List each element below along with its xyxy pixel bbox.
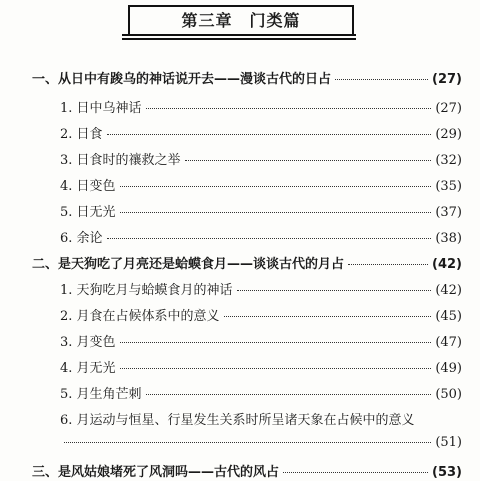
toc-section-2[interactable]	[32, 253, 462, 273]
toc-item-label: 3. 月变色	[60, 335, 116, 350]
toc-item-label: 2. 日食	[60, 127, 103, 142]
toc-section-1[interactable]	[32, 68, 462, 88]
toc-item[interactable]	[60, 357, 462, 377]
dot-leader	[120, 186, 432, 187]
toc-item[interactable]	[60, 279, 462, 299]
toc-page-number: (38)	[435, 231, 462, 246]
toc-item[interactable]	[60, 201, 462, 221]
dot-leader	[120, 212, 432, 213]
toc-page-number: (53)	[432, 465, 462, 480]
toc-page-number: (49)	[435, 361, 462, 376]
toc-item[interactable]	[60, 331, 462, 351]
toc-page-number: (35)	[435, 179, 462, 194]
toc-section-3[interactable]	[32, 461, 462, 481]
toc-item-label: 3. 日食时的禳救之举	[60, 153, 181, 168]
dot-leader	[237, 290, 432, 291]
toc-item-label: 4. 日变色	[60, 179, 116, 194]
toc-page-number: (37)	[435, 205, 462, 220]
toc-page-number: (29)	[435, 127, 462, 142]
toc-item-label: 5. 日无光	[60, 205, 116, 220]
toc-item-label: 5. 月生角芒刺	[60, 387, 142, 402]
chapter-underline-thin	[122, 38, 356, 40]
chapter-underline	[122, 34, 356, 36]
toc-item-multiline[interactable]	[60, 409, 462, 429]
toc-page-number: (27)	[435, 101, 462, 116]
toc-item-label: 1. 天狗吃月与蛤蟆食月的神话	[60, 283, 233, 298]
chapter-header	[128, 5, 354, 35]
toc-page-number: (42)	[432, 257, 462, 272]
dot-leader	[120, 368, 432, 369]
dot-leader	[107, 134, 432, 135]
dot-leader	[64, 442, 431, 443]
toc-item[interactable]	[60, 305, 462, 325]
toc-item[interactable]	[60, 175, 462, 195]
chapter-title: 第三章 门类篇	[181, 11, 301, 30]
toc-page-number: (42)	[435, 283, 462, 298]
toc-item[interactable]	[60, 383, 462, 403]
toc-page-number: (45)	[435, 309, 462, 324]
toc-section-label: 三、是风姑娘堵死了风洞吗——古代的风占	[32, 465, 280, 480]
dot-leader	[146, 394, 432, 395]
toc-item[interactable]	[60, 227, 462, 247]
toc-page-number: (50)	[435, 387, 462, 402]
toc-page-number: (47)	[435, 335, 462, 350]
toc-page-number: (27)	[432, 72, 462, 87]
toc-item-label: 6. 余论	[60, 231, 103, 246]
dot-leader	[335, 79, 428, 80]
toc-item[interactable]	[60, 149, 462, 169]
toc-item-label: 2. 月食在占候体系中的意义	[60, 309, 220, 324]
toc-item-label: 1. 日中乌神话	[60, 101, 142, 116]
dot-leader	[224, 316, 432, 317]
dot-leader	[283, 472, 428, 473]
toc-item-label: 4. 月无光	[60, 361, 116, 376]
toc-section-label: 一、从日中有踆乌的神话说开去——漫谈古代的日占	[32, 72, 332, 87]
dot-leader	[146, 108, 432, 109]
toc-item[interactable]	[60, 123, 462, 143]
dot-leader	[348, 264, 428, 265]
toc-item-label: 6. 月运动与恒星、行星发生关系时所呈诸天象在占候中的意义	[60, 413, 415, 428]
toc-section-label: 二、是天狗吃了月亮还是蛤蟆食月——谈谈古代的月占	[32, 257, 345, 272]
toc-item[interactable]	[60, 97, 462, 117]
dot-leader	[185, 160, 432, 161]
toc-page-number: (32)	[435, 153, 462, 168]
toc-item-continuation	[60, 435, 462, 455]
dot-leader	[107, 238, 432, 239]
dot-leader	[120, 342, 432, 343]
toc-page-number: (51)	[435, 435, 462, 450]
